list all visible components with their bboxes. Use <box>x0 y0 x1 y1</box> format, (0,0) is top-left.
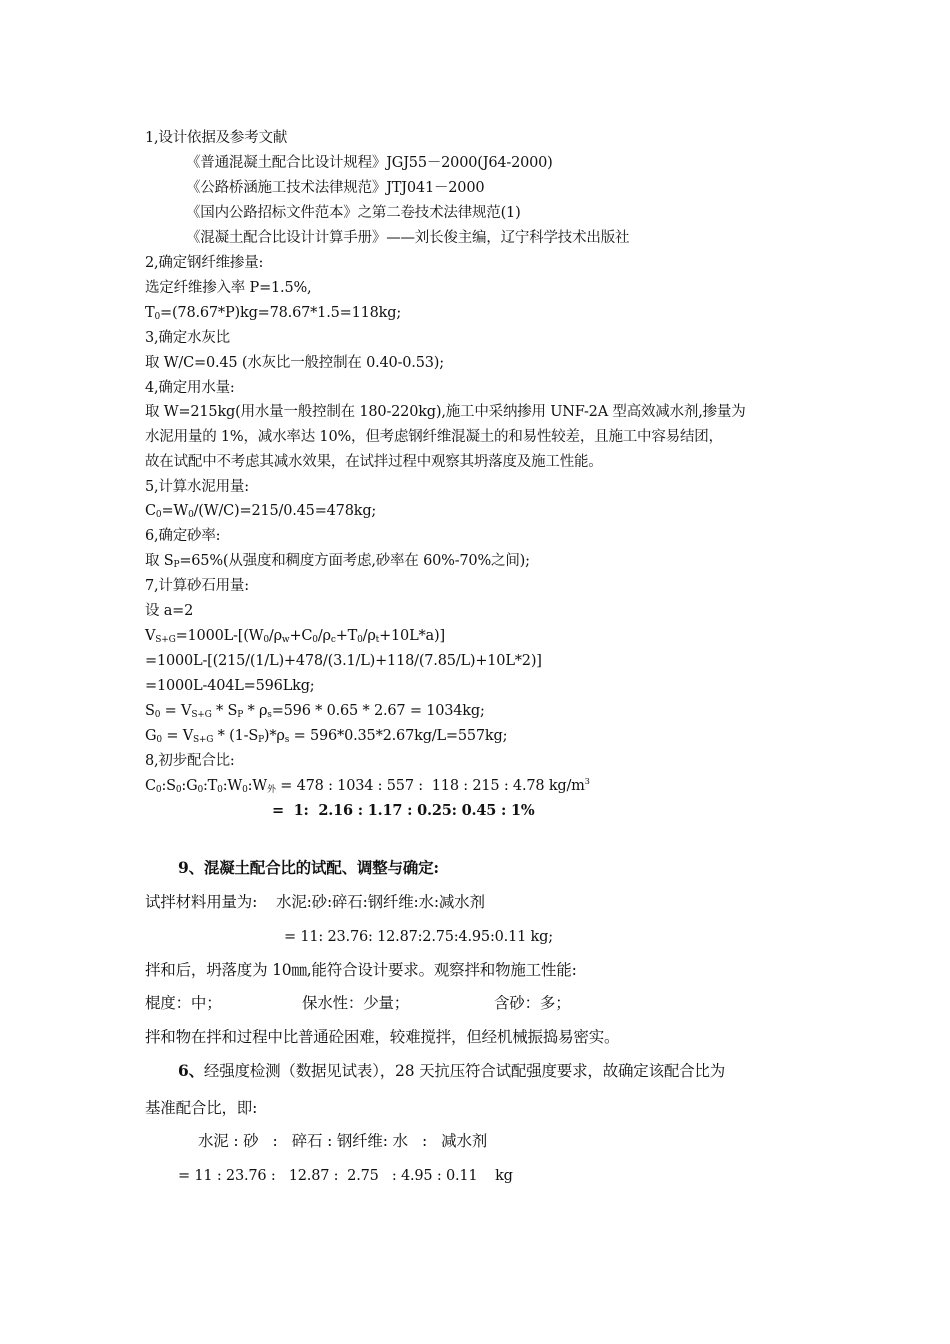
base-ratio-line: 基准配合比，即: <box>145 1099 258 1117</box>
water-paragraph-line-1: 取 W=215kg(用水量一般控制在 180-220kg),施工中采纳掺用 UNF-2A 型高效减水剂,掺量为 <box>145 404 746 420</box>
volume-result: =1000L-404L=596Lkg; <box>145 678 315 694</box>
fiber-rate-line: 选定纤维掺入率 P=1.5%, <box>145 280 312 296</box>
volume-substitution: =1000L-[(215/(1/L)+478/(3.1/L)+118/(7.85/L)+10L*2)] <box>145 653 542 669</box>
slump-line: 拌和后，坍落度为 10㎜,能符合设计要求。观察拌和物施工性能: <box>145 961 577 979</box>
property-rodding: 棍度：中； <box>145 994 222 1012</box>
base-ratio-values: = 11 : 23.76 : 12.87 : 2.75 : 4.95 : 0.11 kg <box>178 1168 513 1184</box>
section-1-heading: 1,设计依据及参考文献 <box>145 130 288 146</box>
section-8-heading: 8,初步配合比: <box>145 753 235 769</box>
section-3-heading: 3,确定水灰比 <box>145 330 230 346</box>
sand-rate-line: 取 $S_P=65\%$(从强度和稠度方面考虑,砂率在 60%-70%之间); <box>145 553 530 570</box>
reference-1: 《普通混凝土配合比设计规程》JGJ55－2000(J64-2000) <box>186 155 553 171</box>
reference-2: 《公路桥涵施工技术法律规范》JTJ041－2000 <box>186 180 485 196</box>
base-ratio-header: 水泥 : 砂 : 碎石 : 钢纤维: 水 : 减水剂 <box>198 1132 488 1150</box>
sand-amount-formula: $S_0 = V_{S+G} * S_P * \rho_s=596 * 0.65 * 2.67 = 1034kg$; <box>145 703 485 720</box>
property-sand-content: 含砂：多； <box>494 994 571 1012</box>
strength-test-line: 6、经强度检测（数据见试表），28 天抗压符合试配强度要求，故确定该配合比为 <box>178 1061 726 1080</box>
section-5-heading: 5,计算水泥用量: <box>145 479 249 495</box>
section-7-heading: 7,计算砂石用量: <box>145 578 249 594</box>
assume-a-line: 设 a=2 <box>145 603 194 619</box>
section-4-heading: 4,确定用水量: <box>145 380 235 396</box>
section-9-heading: 9、混凝土配合比的试配、调整与确定: <box>178 858 439 877</box>
trial-materials-line: 试拌材料用量为: 水泥:砂:碎石:钢纤维:水:减水剂 <box>145 893 485 911</box>
reference-4: 《混凝土配合比设计计算手册》——刘长俊主编，辽宁科学技术出版社 <box>186 230 630 246</box>
water-cement-ratio-line: 取 W/C=0.45 (水灰比一般控制在 0.40-0.53); <box>145 355 444 371</box>
reference-3: 《国内公路招标文件范本》之第二卷技术法律规范(1) <box>186 205 521 221</box>
section-6-heading: 6,确定砂率: <box>145 528 221 544</box>
section-2-heading: 2,确定钢纤维掺量: <box>145 255 264 271</box>
trial-materials-values: = 11: 23.76: 12.87:2.75:4.95:0.11 kg; <box>284 929 553 945</box>
cement-formula: $C_0=W_0/(W/C)=215/0.45=478kg$; <box>145 503 377 520</box>
preliminary-ratio: $C_0:S_0:G_0:T_0:W_0:W_外 = 478$ : 1034 : 557 : 118 : 215 : 4.78 $kg/m^3$ <box>145 777 590 795</box>
water-paragraph-line-2: 水泥用量的 1%，减水率达 10%，但考虑钢纤维混凝土的和易性较差，且施工中容易结团， <box>145 429 723 445</box>
property-water-retention: 保水性：少量； <box>302 994 410 1012</box>
gravel-amount-formula: $G_0 = V_{S+G} * (1-S_P)*\rho_s = 596*0.35*2.67kg/L=557kg$; <box>145 728 508 745</box>
mixing-remark: 拌和物在拌和过程中比普通砼困难，较难搅拌，但经机械振捣易密实。 <box>145 1028 620 1046</box>
fiber-amount-formula: $T_0=(78.67*P)kg=78.67*1.5=118kg$; <box>145 305 402 322</box>
volume-formula: $V_{S+G}=1000L-[(W_0/\rho_w+C_0/\rho_c+T_0/\rho_t+10L*a)]$ <box>145 628 445 645</box>
preliminary-ratio-normalized: = 1: 2.16 : 1.17 : 0.25: 0.45 : 1% <box>272 802 535 819</box>
water-paragraph-line-3: 故在试配中不考虑其减水效果，在试拌过程中观察其坍落度及施工性能。 <box>145 454 603 470</box>
